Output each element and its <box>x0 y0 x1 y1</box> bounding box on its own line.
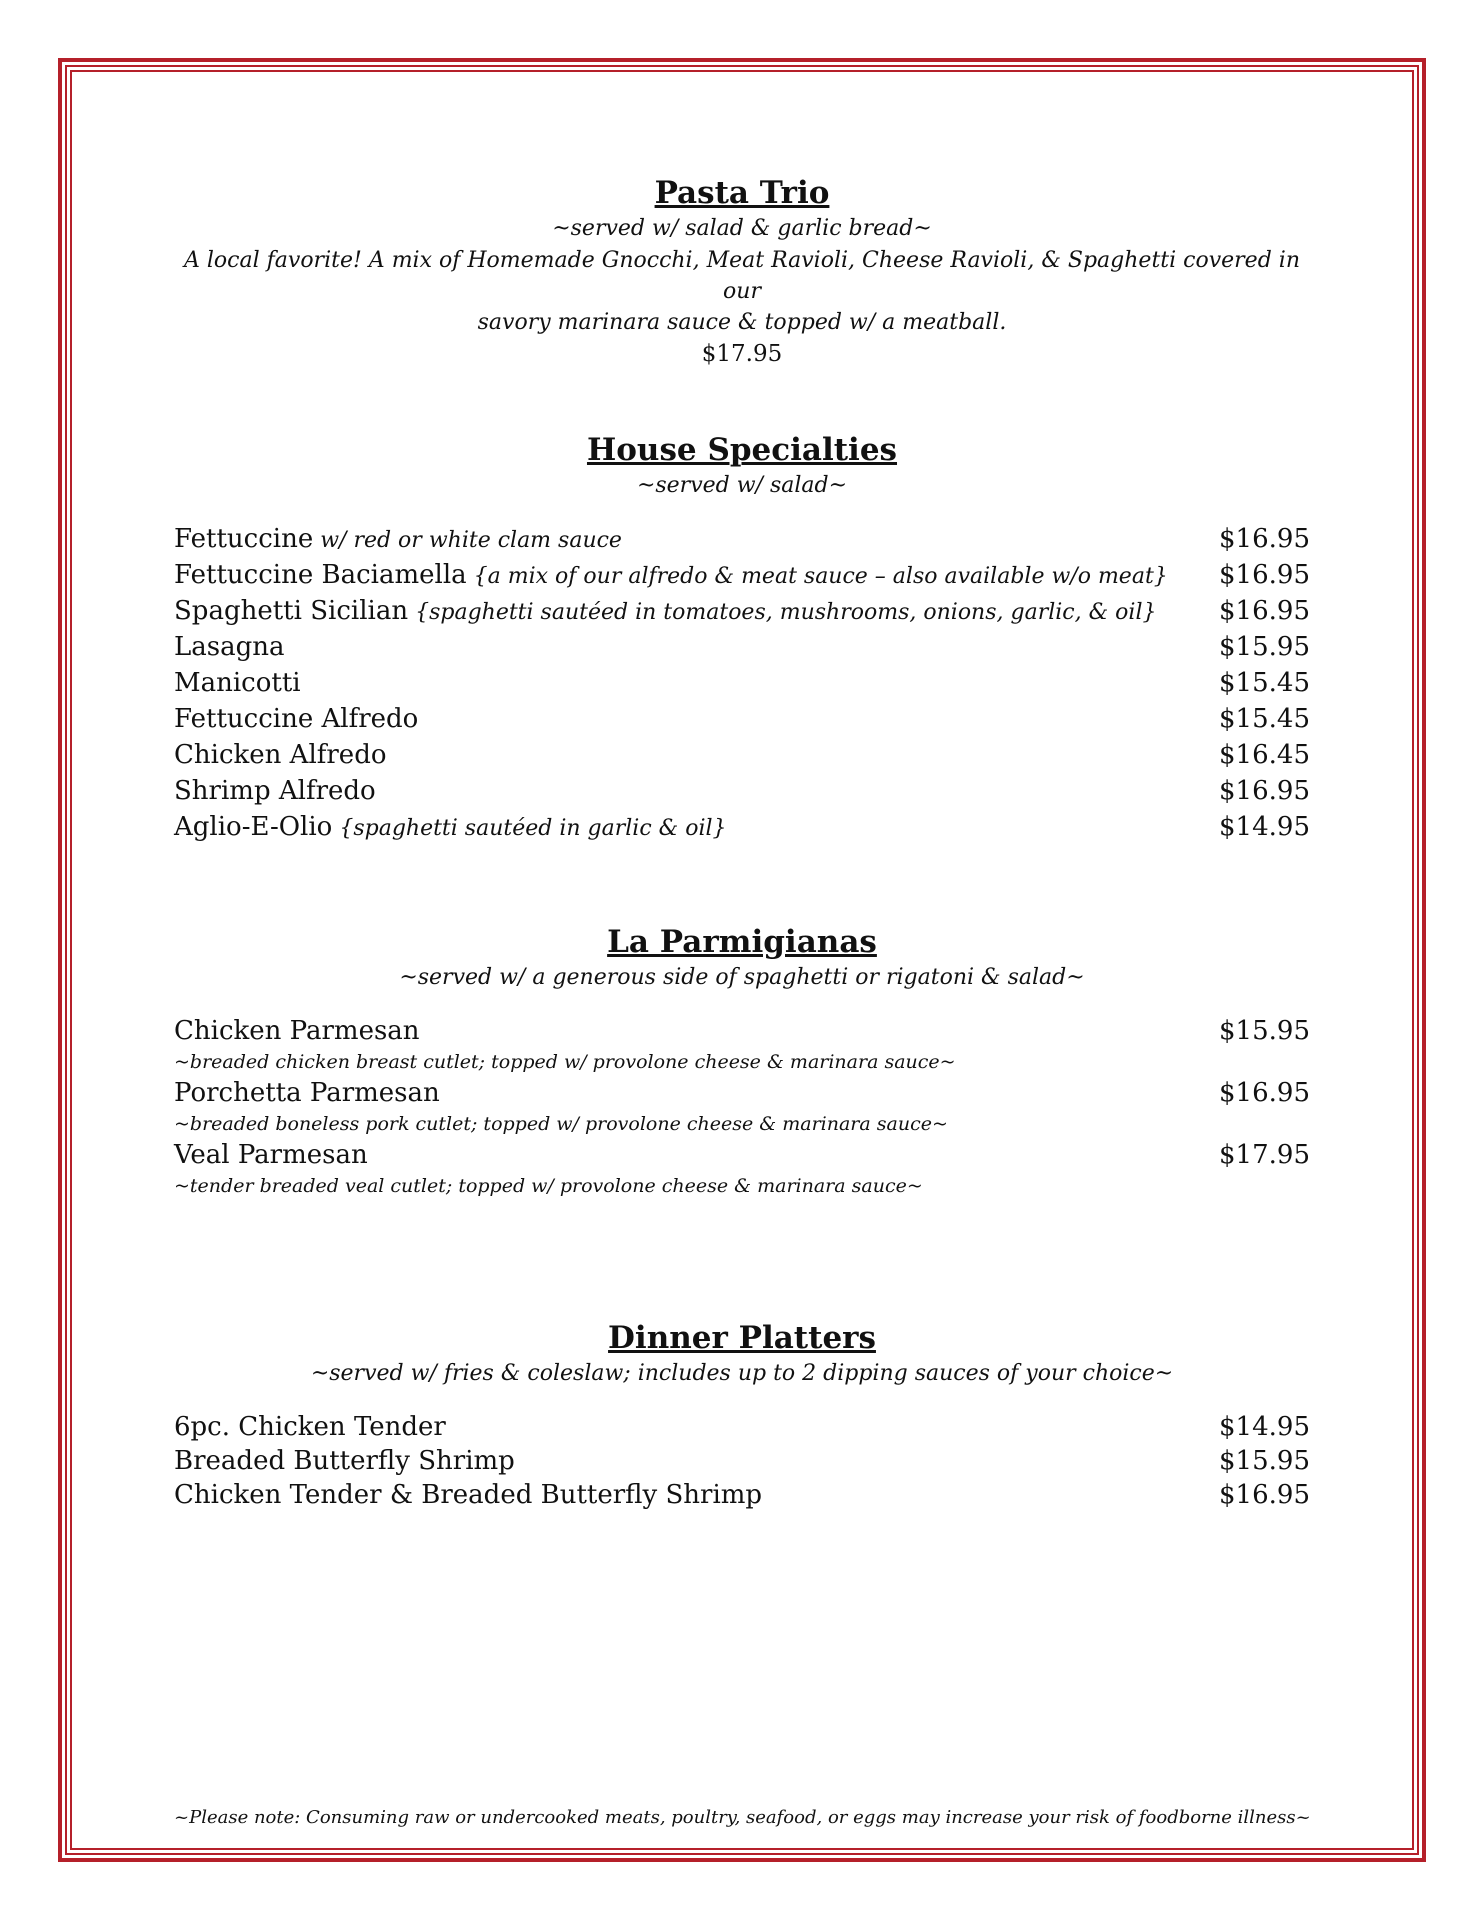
item-price: $16.95 <box>1219 1480 1310 1510</box>
la-parmigianas-section <box>174 922 1310 1200</box>
pasta-trio-price: $17.95 <box>701 341 783 367</box>
pasta-trio-title: Pasta Trio <box>654 175 830 211</box>
menu-item <box>174 1478 1310 1512</box>
la-parmigianas-title: La Parmigianas <box>607 924 877 960</box>
item-name: 6pc. Chicken Tender <box>174 1412 446 1442</box>
item-price: $16.95 <box>1219 524 1310 554</box>
pasta-trio-desc-line2: savory marinara sauce & topped w/ a meatball. <box>477 310 1007 335</box>
menu-item <box>174 522 1310 558</box>
item-name: Breaded Butterfly Shrimp <box>174 1446 515 1476</box>
menu-item <box>174 594 1310 630</box>
house-specialties-title: House Specialties <box>586 432 898 468</box>
item-price: $15.95 <box>1219 1446 1310 1476</box>
menu-item <box>174 1076 1310 1110</box>
dinner-platters-section <box>174 1318 1310 1512</box>
item-price: $14.95 <box>1219 812 1310 842</box>
menu-item <box>174 1410 1310 1444</box>
item-price: $15.45 <box>1219 668 1310 698</box>
menu-item <box>174 666 1310 702</box>
menu-item <box>174 1444 1310 1478</box>
menu-item <box>174 810 1310 846</box>
item-name: Spaghetti Sicilian <box>174 596 409 626</box>
item-description: ~breaded chicken breast cutlet; topped w/ provolone cheese & marinara sauce~ <box>174 1051 956 1073</box>
item-name: Fettuccine Baciamella <box>174 560 467 590</box>
item-name: Fettuccine Alfredo <box>174 704 419 734</box>
item-note: {a mix of our alfredo & meat sauce – also available w/o meat} <box>466 564 1168 589</box>
menu-item <box>174 558 1310 594</box>
la-parmigianas-served: ~served w/ a generous side of spaghetti or rigatoni & salad~ <box>399 965 1085 990</box>
item-name: Lasagna <box>174 632 285 662</box>
item-note: w/ red or white clam sauce <box>313 528 622 553</box>
item-price: $14.95 <box>1219 1412 1310 1442</box>
item-price: $16.45 <box>1219 740 1310 770</box>
item-price: $16.95 <box>1219 776 1310 806</box>
item-price: $15.45 <box>1219 704 1310 734</box>
item-price: $16.95 <box>1219 560 1310 590</box>
item-name: Chicken Alfredo <box>174 740 387 770</box>
item-note: {spaghetti sautéed in tomatoes, mushrooms, onions, garlic, & oil} <box>408 600 1157 625</box>
item-price: $16.95 <box>1219 596 1310 626</box>
menu-item <box>174 1138 1310 1172</box>
menu-item <box>174 630 1310 666</box>
item-price: $15.95 <box>1219 632 1310 662</box>
dinner-platters-served: ~served w/ fries & coleslaw; includes up to 2 dipping sauces of your choice~ <box>310 1361 1174 1386</box>
item-note: {spaghetti sautéed in garlic & oil} <box>332 816 727 841</box>
pasta-trio-section <box>174 173 1310 370</box>
foodborne-illness-disclaimer: ~Please note: Consuming raw or undercooked meats, poultry, seafood, or eggs may increase your risk of foodborne illness~ <box>174 1807 1311 1828</box>
item-name: Chicken Parmesan <box>174 1016 420 1046</box>
item-name: Fettuccine <box>174 524 314 554</box>
house-specialties-served: ~served w/ salad~ <box>636 473 848 498</box>
menu-item <box>174 702 1310 738</box>
menu-item <box>174 774 1310 810</box>
item-name: Manicotti <box>174 668 301 698</box>
menu-item <box>174 738 1310 774</box>
item-name: Shrimp Alfredo <box>174 776 376 806</box>
pasta-trio-served: ~served w/ salad & garlic bread~ <box>552 216 932 241</box>
house-specialties-section <box>174 430 1310 846</box>
menu-item <box>174 1014 1310 1048</box>
item-price: $16.95 <box>1219 1078 1310 1108</box>
item-price: $15.95 <box>1219 1016 1310 1046</box>
item-description: ~breaded boneless pork cutlet; topped w/ provolone cheese & marinara sauce~ <box>174 1113 948 1135</box>
pasta-trio-desc-line1: A local favorite! A mix of Homemade Gnocchi, Meat Ravioli, Cheese Ravioli, & Spaghetti covered in our <box>184 248 1300 304</box>
item-name: Chicken Tender & Breaded Butterfly Shrimp <box>174 1480 763 1510</box>
item-name: Aglio-E-Olio <box>174 812 333 842</box>
item-price: $17.95 <box>1219 1140 1310 1170</box>
dinner-platters-title: Dinner Platters <box>608 1320 876 1356</box>
item-name: Veal Parmesan <box>174 1140 368 1170</box>
item-name: Porchetta Parmesan <box>174 1078 440 1108</box>
item-description: ~tender breaded veal cutlet; topped w/ provolone cheese & marinara sauce~ <box>174 1175 923 1197</box>
